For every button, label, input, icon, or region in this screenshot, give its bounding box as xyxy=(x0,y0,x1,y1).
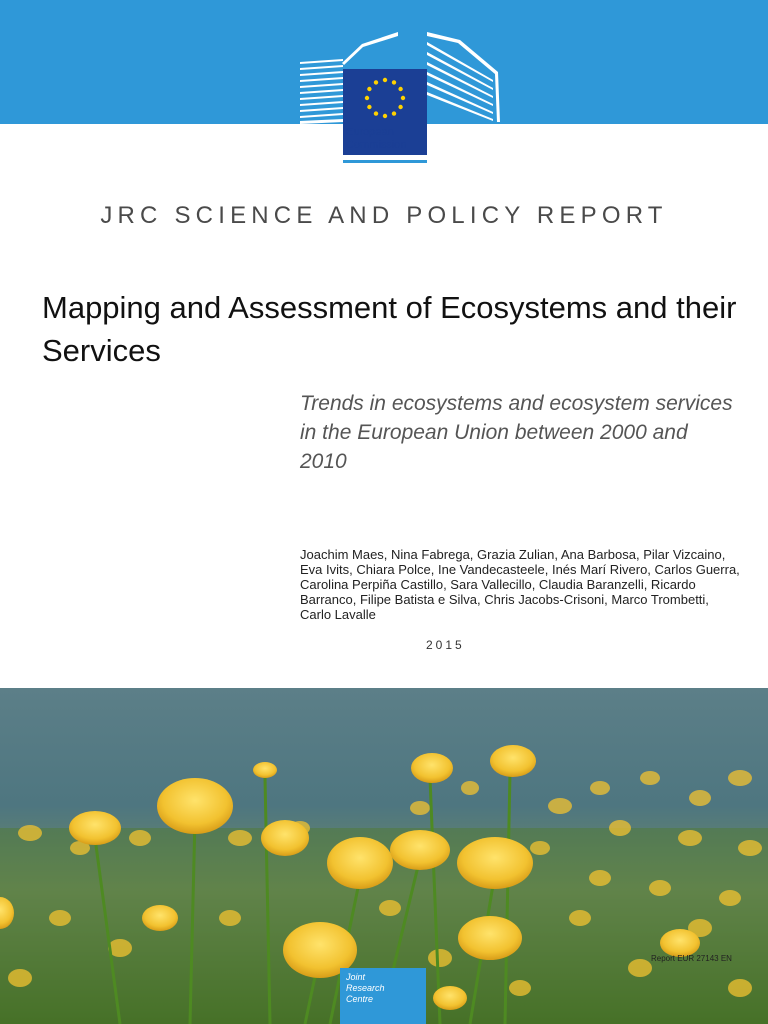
report-title: Mapping and Assessment of Ecosystems and their Services xyxy=(42,290,737,368)
report-subtitle: Trends in ecosystems and ecosystem services in the European Union between 2000 and 2010 xyxy=(300,392,733,473)
report-number: Report EUR 27143 EN xyxy=(651,954,732,963)
report-series: JRC SCIENCE AND POLICY REPORT xyxy=(100,202,668,229)
logo-underline xyxy=(343,160,427,163)
european-commission-logo xyxy=(300,32,500,164)
jrc-label: Joint Research Centre xyxy=(346,972,385,1004)
report-year: 2015 xyxy=(426,638,465,652)
jrc-logo xyxy=(340,968,426,1024)
report-authors: Joachim Maes, Nina Fabrega, Grazia Zulian, Ana Barbosa, Pilar Vizcaino, Eva Ivits, Chiara Polce, Ine Vandecasteele, Inés Marí Rivero, Carlos Guerra, Carolina Perpiña Castillo, Sara Vallecillo, Claudia Baranzelli, Ricardo Barranco, Filipe Batista e Silva, Chris Jacobs-Crisoni, Marco Trombetti, Carlo Lavalle xyxy=(300,547,740,622)
org-name: European Commission xyxy=(346,126,407,151)
